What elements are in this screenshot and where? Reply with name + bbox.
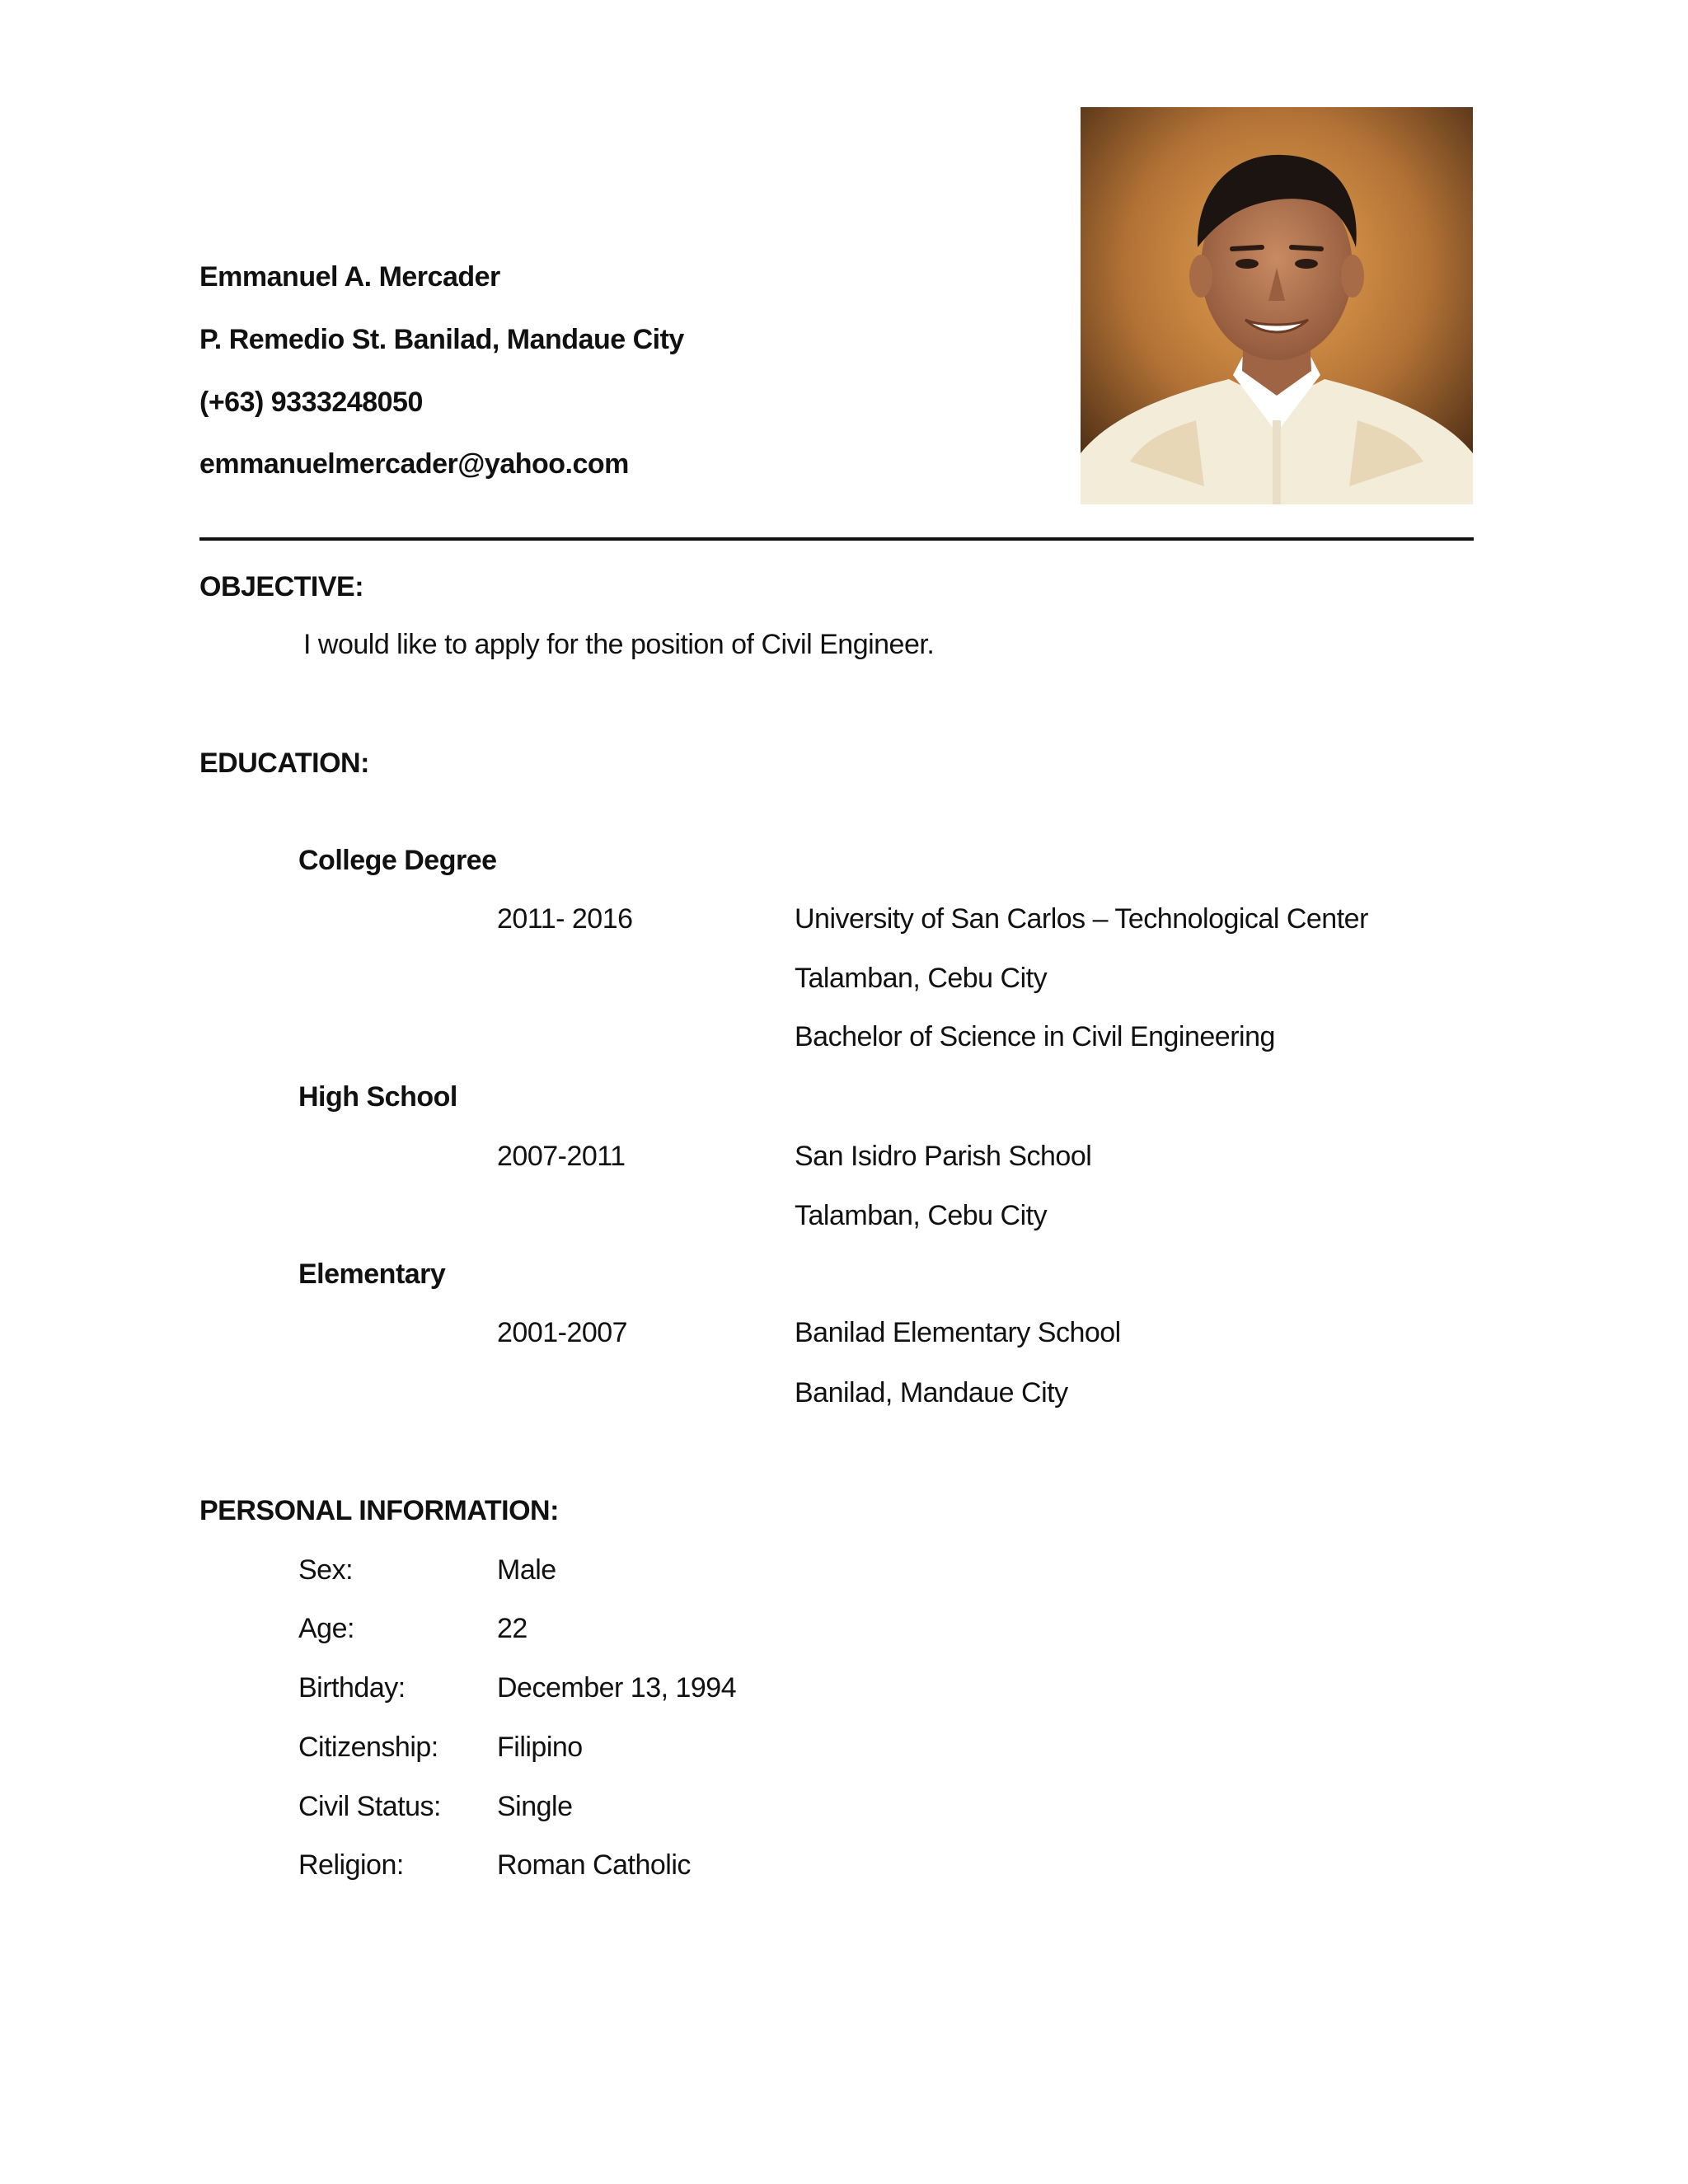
education-years: 2011- 2016 (497, 903, 633, 935)
portrait-photo-icon (1081, 107, 1473, 504)
applicant-name: Emmanuel A. Mercader (199, 261, 500, 293)
education-detail: San Isidro Parish School (795, 1141, 1092, 1172)
education-detail: Talamban, Cebu City (795, 963, 1048, 994)
applicant-phone: (+63) 9333248050 (199, 387, 423, 418)
personal-info-label: Religion: (298, 1849, 404, 1881)
personal-info-value: December 13, 1994 (497, 1672, 737, 1704)
education-level-title: Elementary (298, 1258, 446, 1290)
personal-info-value: Roman Catholic (497, 1849, 691, 1881)
education-detail: Banilad Elementary School (795, 1317, 1121, 1348)
objective-text: I would like to apply for the position of Civil Engineer. (303, 629, 935, 660)
personal-info-label: Birthday: (298, 1672, 406, 1704)
applicant-address: P. Remedio St. Banilad, Mandaue City (199, 324, 684, 355)
personal-information-heading: PERSONAL INFORMATION: (199, 1495, 559, 1526)
education-detail: University of San Carlos – Technological Center (795, 903, 1368, 935)
education-detail: Talamban, Cebu City (795, 1200, 1048, 1231)
education-heading: EDUCATION: (199, 748, 369, 779)
personal-info-value: Male (497, 1554, 556, 1586)
education-years: 2007-2011 (497, 1141, 626, 1172)
portrait-photo (1081, 107, 1473, 504)
personal-info-value: Single (497, 1791, 573, 1822)
education-level-title: College Degree (298, 845, 497, 876)
education-years: 2001-2007 (497, 1317, 628, 1348)
applicant-email: emmanuelmercader@yahoo.com (199, 448, 629, 480)
personal-info-label: Citizenship: (298, 1732, 438, 1763)
personal-info-label: Civil Status: (298, 1791, 441, 1822)
objective-heading: OBJECTIVE: (199, 571, 364, 602)
personal-info-value: Filipino (497, 1732, 583, 1763)
education-level-title: High School (298, 1081, 457, 1113)
personal-info-value: 22 (497, 1613, 528, 1644)
education-detail: Banilad, Mandaue City (795, 1377, 1068, 1408)
personal-info-label: Age: (298, 1613, 354, 1644)
section-divider (199, 537, 1474, 541)
personal-info-label: Sex: (298, 1554, 354, 1586)
education-detail: Bachelor of Science in Civil Engineering (795, 1021, 1275, 1052)
